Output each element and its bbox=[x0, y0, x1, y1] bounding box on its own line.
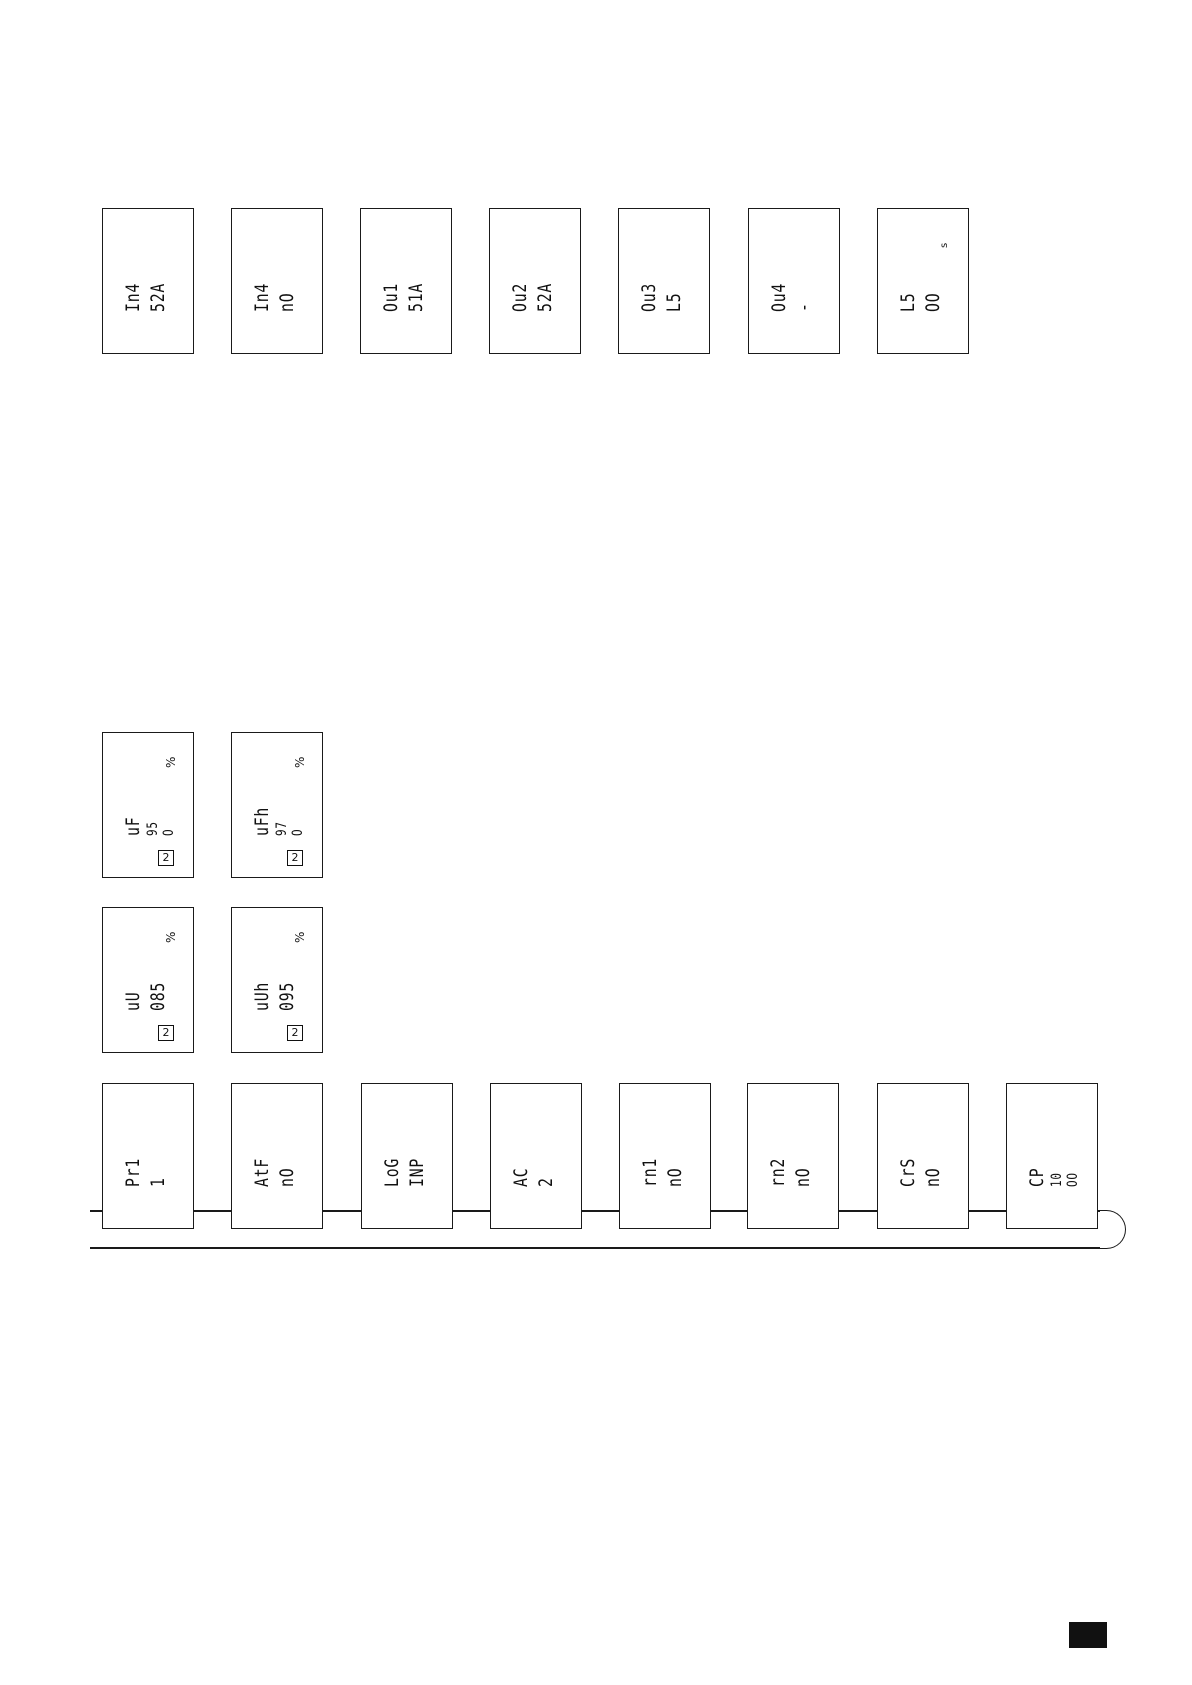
lcd-ou2 bbox=[489, 208, 581, 354]
lcd-code: L5 bbox=[897, 292, 919, 312]
lcd-ac bbox=[490, 1083, 582, 1229]
lcd-code: uUh bbox=[251, 981, 273, 1011]
lcd-value: OO bbox=[922, 292, 944, 312]
lcd-rn2 bbox=[747, 1083, 839, 1229]
lcd-unit: % bbox=[164, 756, 178, 768]
lcd-code: Ou4 bbox=[768, 282, 790, 312]
lcd-atf bbox=[231, 1083, 323, 1229]
lcd-in4-no bbox=[231, 208, 323, 354]
lcd-ou3 bbox=[618, 208, 710, 354]
lcd-value: 52A bbox=[147, 282, 169, 312]
lcd-uuh bbox=[231, 907, 323, 1053]
page-tab-marker bbox=[1069, 1622, 1107, 1648]
lcd-ou4 bbox=[748, 208, 840, 354]
lcd-l5 bbox=[877, 208, 969, 354]
lcd-rn1 bbox=[619, 1083, 711, 1229]
lcd-value: nO bbox=[664, 1167, 686, 1187]
lcd-pr1 bbox=[102, 1083, 194, 1229]
lcd-value: 085 bbox=[147, 981, 169, 1011]
lcd-unit: % bbox=[293, 931, 307, 943]
lcd-crs bbox=[877, 1083, 969, 1229]
lcd-value: 52A bbox=[534, 282, 556, 312]
badge-2: 2 bbox=[287, 850, 303, 866]
lcd-code: Ou3 bbox=[638, 282, 660, 312]
lcd-code: Ou2 bbox=[509, 282, 531, 312]
lcd-code: uU bbox=[122, 991, 144, 1011]
lcd-value: 10 bbox=[1049, 1172, 1065, 1187]
lcd-value: nO bbox=[792, 1167, 814, 1187]
lcd-code: Pr1 bbox=[122, 1157, 144, 1187]
lcd-code: LoG bbox=[381, 1157, 403, 1187]
lcd-code: Ou1 bbox=[380, 282, 402, 312]
lcd-unit: % bbox=[164, 931, 178, 943]
lcd-value: 51A bbox=[405, 282, 427, 312]
lcd-uf bbox=[102, 732, 194, 878]
lcd-in4-52a bbox=[102, 208, 194, 354]
lcd-code: CrS bbox=[897, 1157, 919, 1187]
lcd-code: In4 bbox=[251, 282, 273, 312]
lcd-value: INP bbox=[406, 1157, 428, 1187]
lcd-cp bbox=[1006, 1083, 1098, 1229]
lcd-value: - bbox=[793, 302, 815, 312]
lcd-unit: % bbox=[293, 756, 307, 768]
lcd-value: nO bbox=[276, 292, 298, 312]
flow-line-bottom bbox=[90, 1247, 1100, 1249]
lcd-code: AC bbox=[510, 1167, 532, 1187]
lcd-code: rn1 bbox=[639, 1157, 661, 1187]
lcd-unit: s bbox=[939, 242, 950, 248]
lcd-decimal: O bbox=[161, 828, 177, 836]
lcd-value-2: OO bbox=[1065, 1172, 1081, 1187]
lcd-value: 95 bbox=[145, 821, 161, 836]
lcd-value: 2 bbox=[535, 1177, 557, 1187]
lcd-value: 97 bbox=[274, 821, 290, 836]
lcd-value: nO bbox=[276, 1167, 298, 1187]
badge-2: 2 bbox=[287, 1025, 303, 1041]
lcd-code: AtF bbox=[251, 1157, 273, 1187]
lcd-code: In4 bbox=[122, 282, 144, 312]
lcd-uu bbox=[102, 907, 194, 1053]
lcd-code: uFh bbox=[251, 806, 273, 836]
lcd-code: rn2 bbox=[767, 1157, 789, 1187]
lcd-value: nO bbox=[922, 1167, 944, 1187]
badge-2: 2 bbox=[158, 1025, 174, 1041]
lcd-ou1 bbox=[360, 208, 452, 354]
badge-2: 2 bbox=[158, 850, 174, 866]
lcd-value: 095 bbox=[276, 981, 298, 1011]
lcd-code: uF bbox=[122, 816, 144, 836]
lcd-code: CP bbox=[1026, 1167, 1048, 1187]
lcd-log bbox=[361, 1083, 453, 1229]
lcd-ufh bbox=[231, 732, 323, 878]
lcd-value: L5 bbox=[663, 292, 685, 312]
lcd-value: 1 bbox=[147, 1177, 169, 1187]
lcd-decimal: O bbox=[290, 828, 306, 836]
